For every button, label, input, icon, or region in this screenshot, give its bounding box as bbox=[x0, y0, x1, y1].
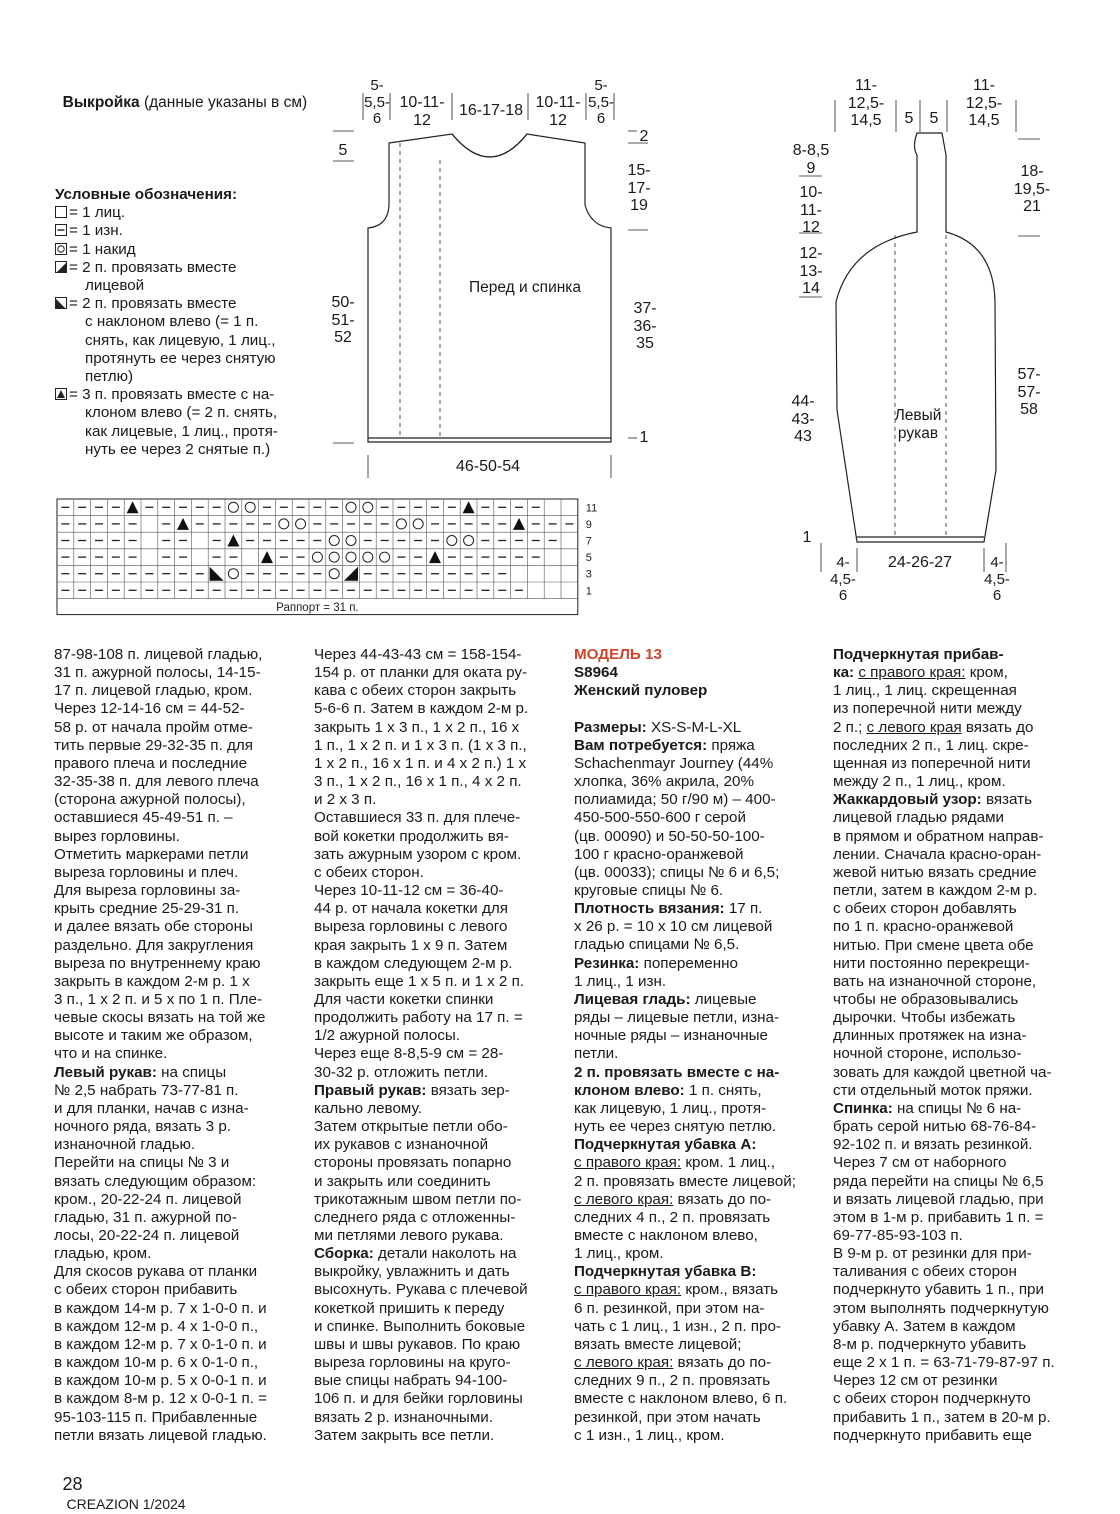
text-line: из поперечной нити между bbox=[833, 700, 1022, 718]
text-line: ряды – лицевые петли, изна- bbox=[574, 1009, 780, 1027]
text-line: выреза горловины и плеч. bbox=[54, 863, 239, 881]
body-shoulder-left: 5- 5,5- 6 bbox=[364, 77, 390, 127]
legend-item-text: протянуть ее через снятую bbox=[85, 349, 276, 367]
text-line: Сборка: детали наколоть на bbox=[314, 1245, 517, 1263]
text-line: ночного ряда, вязать 3 р. bbox=[54, 1118, 231, 1136]
text-line: (цв. 00033); спицы № 6 и 6,5; bbox=[574, 863, 780, 881]
sleeve-cuff: 1 bbox=[802, 529, 812, 546]
text-line: х 26 р. = 10 х 10 см лицевой bbox=[574, 918, 773, 936]
text-line: 106 п. и для бейки горловины bbox=[314, 1390, 523, 1408]
text-line: 154 р. от планки для оката ру- bbox=[314, 664, 528, 682]
text-line: нити постоянно перекрещи- bbox=[833, 954, 1030, 972]
text-column-4 bbox=[833, 646, 1093, 1445]
text-line: убавку А. Затем в каждом bbox=[833, 1317, 1016, 1335]
text-line: в каждом 12-м р. 7 х 0-1-0 п. и bbox=[54, 1335, 267, 1353]
text-line: зать ажурным узором с кром. bbox=[314, 845, 522, 863]
legend-item-text: = 2 п. провязать вместе bbox=[69, 258, 237, 276]
text-line: Через 44-43-43 см = 158-154- bbox=[314, 646, 522, 663]
text-line: вязать 2 р. изнаночными. bbox=[314, 1408, 493, 1426]
text-line: закрыть 1 х 3 п., 1 х 2 п., 16 х bbox=[314, 718, 520, 736]
legend-item-line bbox=[55, 241, 278, 259]
text-line: резинкой, при этом начать bbox=[574, 1408, 761, 1426]
text-line: петли, затем в каждом 2-м р. bbox=[833, 882, 1038, 900]
text-line: раздельно. Для закругления bbox=[54, 936, 254, 954]
text-line: вой кокетки продолжить вя- bbox=[314, 827, 509, 845]
body-neck-center: 16-17-18 bbox=[458, 102, 524, 119]
text-line: Оставшиеся 33 п. для плече- bbox=[314, 809, 521, 827]
sleeve-top-center-right: 5 bbox=[929, 110, 939, 127]
triangle-square-icon bbox=[55, 388, 67, 400]
text-line: гладью, 31 п. ажурной по- bbox=[54, 1208, 237, 1226]
text-line: 2 п. провязать вместе с на- bbox=[574, 1063, 780, 1081]
empty-square-icon bbox=[55, 206, 67, 218]
text-line: выреза по внутреннему краю bbox=[54, 954, 261, 972]
text-line: Через еще 8-8,5-9 см = 28- bbox=[314, 1045, 504, 1063]
text-line: высоте и таким же образом, bbox=[54, 1027, 253, 1045]
sleeve-strip-height: 8-8,5 9 bbox=[792, 142, 830, 177]
text-line: между 2 п., 1 лиц., кром. bbox=[833, 773, 1006, 791]
chart-row-number: 1 bbox=[585, 585, 592, 598]
legend-item-line bbox=[55, 277, 278, 295]
chart-row-number: 5 bbox=[585, 552, 592, 565]
chart-row-number: 9 bbox=[585, 518, 592, 531]
neckline-curve bbox=[452, 134, 527, 157]
sleeve-top-center-left: 5 bbox=[904, 110, 914, 127]
text-line: правого плеча и последние bbox=[54, 754, 248, 772]
text-line: как лицевую, 1 лиц., протя- bbox=[574, 1099, 767, 1117]
sleeve-cap-2: 12- 13- 14 bbox=[799, 245, 823, 297]
text-line: 1 лиц., 1 лиц. скрещенная bbox=[833, 682, 1017, 700]
text-line: Женский пуловер bbox=[574, 682, 708, 700]
text-line: и вязать лицевой гладью, при bbox=[833, 1190, 1044, 1208]
legend-item-text: снять, как лицевую, 1 лиц., bbox=[85, 331, 276, 349]
text-line: вырез горловины. bbox=[54, 827, 180, 845]
legend bbox=[55, 186, 278, 459]
circle-square-icon bbox=[55, 243, 67, 255]
pattern-title bbox=[54, 76, 307, 112]
text-line: Через 7 см от наборного bbox=[833, 1154, 1007, 1172]
text-line: 31 п. ажурной полосы, 14-15- bbox=[54, 664, 261, 682]
text-line: последних 2 п., 1 лиц. скре- bbox=[833, 736, 1029, 754]
text-line bbox=[574, 700, 824, 718]
legend-item-text: петлю) bbox=[85, 368, 134, 386]
body-side-length: 37- 36- 35 bbox=[633, 300, 657, 352]
text-line: лосы, 20-22-24 п. лицевой bbox=[54, 1227, 240, 1244]
legend-item-text: нуть ее через 2 снятые п.) bbox=[85, 440, 271, 458]
text-column-2 bbox=[314, 646, 564, 1445]
text-line: тить первые 29-32-35 п. для bbox=[54, 736, 253, 754]
text-line: Затем закрыть все петли. bbox=[314, 1426, 495, 1444]
text-line: петли вязать лицевой гладью. bbox=[54, 1426, 267, 1444]
text-line: трикотажным швом петли по- bbox=[314, 1190, 522, 1208]
text-line: в каждом 10-м р. 5 х 0-0-1 п. и bbox=[54, 1372, 267, 1390]
text-line: Спинка: на спицы № 6 на- bbox=[833, 1099, 1022, 1117]
text-line: нуть ее через снятую петлю. bbox=[574, 1118, 777, 1136]
text-line: Вам потребуется: пряжа bbox=[574, 736, 755, 754]
text-line: 450-500-550-600 г серой bbox=[574, 809, 746, 827]
legend-title: Условные обозначения: bbox=[55, 186, 238, 203]
body-neck-side-right: 10-11- 12 bbox=[535, 94, 581, 129]
page-number: 28 bbox=[62, 1474, 83, 1494]
text-line: 1 п., 1 х 2 п. и 1 х 3 п. (1 х 3 п., bbox=[314, 736, 527, 754]
text-line: высохнуть. Рукава с плечевой bbox=[314, 1281, 528, 1299]
knitting-chart bbox=[55, 497, 598, 615]
body-yoke-height: 5 bbox=[338, 142, 348, 159]
text-line: № 2,5 набрать 73-77-81 п. bbox=[54, 1081, 239, 1099]
text-line: Жаккардовый узор: вязать bbox=[833, 791, 1033, 809]
text-line: жевой нитью вязать средние bbox=[833, 863, 1037, 881]
text-line: этом выполнять подчеркнутую bbox=[833, 1299, 1049, 1317]
legend-item-line bbox=[55, 350, 278, 368]
text-line: 8-м р. подчеркнуто убавить bbox=[833, 1335, 1027, 1353]
text-line: оставшиеся 45-49-51 п. – bbox=[54, 809, 233, 827]
text-line: что и на спинке. bbox=[54, 1045, 168, 1063]
legend-item-text: = 1 лиц. bbox=[69, 204, 126, 222]
text-line: изнаночной гладью. bbox=[54, 1136, 196, 1154]
text-line: Резинка: попеременно bbox=[574, 954, 738, 972]
text-line: Размеры: XS-S-M-L-XL bbox=[574, 718, 742, 736]
text-line: 2 п. провязать вместе лицевой; bbox=[574, 1172, 796, 1190]
footer bbox=[54, 1457, 186, 1514]
sleeve-label: Левый рукав bbox=[894, 407, 942, 442]
text-line: чевые скосы вязать на той же bbox=[54, 1009, 266, 1027]
text-line: вместе с наклоном влево, 6 п. bbox=[574, 1390, 788, 1408]
text-line: в каждом 8-м р. 12 х 0-0-1 п. = bbox=[54, 1390, 268, 1408]
text-line: (сторона ажурной полосы), bbox=[54, 791, 246, 809]
body-armhole: 15- 17- 19 bbox=[627, 162, 651, 214]
text-line: закрыть еще 1 х 5 п. и 1 х 2 п. bbox=[314, 972, 525, 990]
dash-square-icon bbox=[55, 224, 67, 236]
text-line: Через 10-11-12 см = 36-40- bbox=[314, 882, 504, 900]
text-line: кокеткой пришить к переду bbox=[314, 1299, 505, 1317]
legend-item-text: клоном влево (= 2 п. снять, bbox=[85, 404, 278, 422]
text-line: 1 лиц., 1 изн. bbox=[574, 972, 667, 990]
text-line: сти отдельный моток пряжи. bbox=[833, 1081, 1033, 1099]
text-line: щенная из поперечной нити bbox=[833, 754, 1031, 772]
text-line: Для части кокетки спинки bbox=[314, 990, 494, 1008]
legend-item-text: = 1 накид bbox=[69, 240, 136, 258]
text-line: крыть средние 25-29-31 п. bbox=[54, 900, 240, 918]
sleeve-cap-1: 10- 11- 12 bbox=[799, 184, 823, 236]
legend-item-line bbox=[55, 386, 278, 404]
text-line: с правого края: кром. 1 лиц., bbox=[574, 1154, 775, 1172]
text-line: гладью спицами № 6,5. bbox=[574, 936, 740, 954]
text-line: прибавить 1 п., затем в 20-м р. bbox=[833, 1408, 1051, 1426]
text-line: ка: с правого края: кром, bbox=[833, 664, 1008, 682]
body-neck-side-left: 10-11- 12 bbox=[399, 94, 445, 129]
text-line: нитью. При смене цвета обе bbox=[833, 936, 1034, 954]
text-line: 1/2 ажурной полосы. bbox=[314, 1027, 461, 1045]
sleeve-outline bbox=[836, 133, 996, 542]
chart-row-number: 3 bbox=[585, 568, 592, 581]
text-line: 92-102 п. и вязать резинкой. bbox=[833, 1136, 1033, 1154]
legend-item-text: как лицевые, 1 лиц., протя- bbox=[85, 422, 278, 440]
text-line: вые спицы набрать 94-100- bbox=[314, 1372, 508, 1390]
text-line: 1 лиц., кром. bbox=[574, 1245, 664, 1263]
text-line: в каждом следующем 2-м р. bbox=[314, 954, 513, 972]
text-line: с обеих сторон прибавить bbox=[54, 1281, 238, 1299]
legend-item-line bbox=[55, 404, 278, 422]
legend-item-text: = 2 п. провязать вместе bbox=[69, 295, 237, 313]
text-line: их рукавов с изнаночной bbox=[314, 1136, 489, 1154]
text-line: полиамида; 50 г/90 м) – 400- bbox=[574, 791, 776, 809]
right-decrease-icon bbox=[55, 261, 67, 273]
text-line: и для планки, начав с изна- bbox=[54, 1099, 249, 1117]
text-line: S8964 bbox=[574, 664, 618, 682]
sleeve-total-length: 57- 57- 58 bbox=[1017, 366, 1041, 418]
pattern-title-note: (данные указаны в см) bbox=[139, 94, 308, 111]
text-line: в прямом и обратном направ- bbox=[833, 827, 1044, 845]
text-line: Подчеркнутая убавка В: bbox=[574, 1263, 757, 1281]
legend-items bbox=[55, 204, 278, 459]
body-hem: 1 bbox=[639, 429, 649, 446]
text-line: кально левому. bbox=[314, 1099, 422, 1117]
text-line: МОДЕЛЬ 13 bbox=[574, 646, 662, 663]
sleeve-cuff-left: 4- 4,5- 6 bbox=[830, 554, 856, 604]
repeat-label: Раппорт = 31 п. bbox=[276, 602, 359, 615]
text-line: 32-35-38 п. для левого плеча bbox=[54, 773, 259, 791]
text-line: ночной стороне, использо- bbox=[833, 1045, 1022, 1063]
text-line: брать серой нитью 68-76-84- bbox=[833, 1118, 1037, 1136]
text-line: выреза горловины на круго- bbox=[314, 1354, 511, 1372]
legend-item-text: с наклоном влево (= 1 п. bbox=[85, 313, 259, 331]
text-line: (цв. 00090) и 50-50-50-100- bbox=[574, 827, 765, 845]
legend-item-line bbox=[55, 204, 278, 222]
text-line: края закрыть 1 х 9 п. Затем bbox=[314, 936, 508, 954]
text-line: 2 п.; с левого края вязать до bbox=[833, 718, 1034, 736]
body-neck-depth: 2 bbox=[639, 128, 649, 145]
sleeve-top-right: 11- 12,5- 14,5 bbox=[965, 77, 1003, 129]
magazine-issue: CREAZION 1/2024 bbox=[66, 1496, 186, 1512]
text-line: Левый рукав: на спицы bbox=[54, 1063, 227, 1081]
text-line: круговые спицы № 6. bbox=[574, 882, 724, 900]
text-line: чтобы не образовывались bbox=[833, 990, 1019, 1008]
text-line: этом в 1-м р. прибавить 1 п. = bbox=[833, 1208, 1044, 1226]
text-line: закрыть в каждом 2-м р. 1 х bbox=[54, 972, 250, 990]
text-line: Перейти на спицы № 3 и bbox=[54, 1154, 230, 1172]
text-line: Отметить маркерами петли bbox=[54, 845, 249, 863]
legend-item-line bbox=[55, 368, 278, 386]
sleeve-length: 44- 43- 43 bbox=[791, 393, 815, 445]
text-line: лицевой гладью рядами bbox=[833, 809, 1004, 827]
text-line: 44 р. от начала кокетки для bbox=[314, 900, 508, 918]
text-line: Для скосов рукава от планки bbox=[54, 1263, 258, 1281]
text-line: с 1 изн., 1 лиц., кром. bbox=[574, 1426, 725, 1444]
left-decrease-icon bbox=[55, 297, 67, 309]
text-line: подчеркнуто прибавить еще bbox=[833, 1426, 1032, 1444]
legend-item-line bbox=[55, 259, 278, 277]
sleeve-cuff-right: 4- 4,5- 6 bbox=[984, 554, 1010, 604]
legend-item-line bbox=[55, 441, 278, 459]
chart-row-number: 7 bbox=[585, 535, 592, 548]
text-line: подчеркнуто убавить 1 п., при bbox=[833, 1281, 1044, 1299]
text-line: с обеих сторон подчеркнуто bbox=[833, 1390, 1031, 1408]
text-line: чать с 1 лиц., 1 изн., 2 п. про- bbox=[574, 1317, 781, 1335]
sleeve-cap-height: 18- 19,5- 21 bbox=[1013, 163, 1051, 215]
text-line: следних 4 п., 2 п. провязать bbox=[574, 1208, 771, 1226]
legend-item-line bbox=[55, 295, 278, 313]
text-line: клоном влево: 1 п. снять, bbox=[574, 1081, 762, 1099]
text-line: следних 9 п., 2 п. провязать bbox=[574, 1372, 771, 1390]
pattern-title-bold: Выкройка bbox=[62, 94, 140, 111]
text-line: вязать вместе лицевой; bbox=[574, 1335, 742, 1353]
text-line: петли. bbox=[574, 1045, 619, 1063]
text-line: 87-98-108 п. лицевой гладью, bbox=[54, 646, 263, 663]
text-line: в каждом 10-м р. 6 х 0-1-0 п., bbox=[54, 1354, 259, 1372]
text-line: Через 12-14-16 см = 44-52- bbox=[54, 700, 245, 718]
body-width: 46-50-54 bbox=[455, 458, 521, 475]
legend-item-line bbox=[55, 423, 278, 441]
body-shoulder-right: 5- 5,5- 6 bbox=[588, 77, 614, 127]
sleeve-cuff-width: 24-26-27 bbox=[887, 554, 953, 571]
text-line: Правый рукав: вязать зер- bbox=[314, 1081, 510, 1099]
text-line: вязать следующим образом: bbox=[54, 1172, 257, 1190]
text-line: выреза горловины с левого bbox=[314, 918, 508, 936]
text-line: 69-77-85-93-103 п. bbox=[833, 1227, 963, 1244]
legend-item-text: = 1 изн. bbox=[69, 222, 123, 240]
text-line: и спинке. Выполнить боковые bbox=[314, 1317, 526, 1335]
text-line: 1 х 2 п., 16 х 1 п. и 4 х 2 п.) 1 х bbox=[314, 754, 527, 772]
text-column-1 bbox=[54, 646, 304, 1445]
text-line: Для выреза горловины за- bbox=[54, 882, 241, 900]
text-line: по 1 п. красно-оранжевой bbox=[833, 918, 1014, 936]
text-line: и 2 х 3 п. bbox=[314, 791, 377, 809]
text-line: 3 п., 1 х 2 п., 16 х 1 п., 4 х 2 п. bbox=[314, 773, 522, 791]
text-line: 5-6-6 п. Затем в каждом 2-м р. bbox=[314, 700, 529, 718]
text-line: гладью, кром. bbox=[54, 1245, 152, 1263]
text-line: еще 2 х 1 п. = 63-71-79-87-97 п. bbox=[833, 1354, 1055, 1372]
legend-item-text: = 3 п. провязать вместе с на- bbox=[69, 386, 275, 404]
text-line: с правого края: кром., вязать bbox=[574, 1281, 779, 1299]
text-line: ряда перейти на спицы № 6,5 bbox=[833, 1172, 1044, 1190]
text-line: с левого края: вязать до по- bbox=[574, 1354, 772, 1372]
body-label: Перед и спинка bbox=[468, 279, 582, 296]
text-line: 3 п., 1 х 2 п. и 5 х по 1 п. Пле- bbox=[54, 990, 263, 1008]
text-line: Лицевая гладь: лицевые bbox=[574, 990, 757, 1008]
text-line: в каждом 12-м р. 4 х 1-0-0 п., bbox=[54, 1317, 259, 1335]
text-line: и далее вязать обе стороны bbox=[54, 918, 253, 936]
text-line: следнего ряда с отложенны- bbox=[314, 1208, 516, 1226]
text-line: кром., 20-22-24 п. лицевой bbox=[54, 1190, 242, 1208]
text-line: ночные ряды – изнаночные bbox=[574, 1027, 768, 1045]
body-total-length: 50- 51- 52 bbox=[331, 294, 355, 346]
text-line: вать на изнаночной стороне, bbox=[833, 972, 1037, 990]
text-column-3 bbox=[574, 646, 824, 1445]
legend-item-line bbox=[55, 313, 278, 331]
text-line: 30-32 р. отложить петли. bbox=[314, 1063, 489, 1081]
text-line: 17 п. лицевой гладью, кром. bbox=[54, 682, 253, 700]
legend-item-text: лицевой bbox=[85, 277, 145, 295]
text-line: кава с обеих сторон закрыть bbox=[314, 682, 517, 700]
text-line: хлопка, 36% акрила, 20% bbox=[574, 773, 754, 791]
text-line: 58 р. от начала пройм отме- bbox=[54, 718, 253, 736]
text-line: Через 12 см от резинки bbox=[833, 1372, 998, 1390]
legend-item-line bbox=[55, 222, 278, 240]
text-line: Плотность вязания: 17 п. bbox=[574, 900, 763, 918]
text-line: с обеих сторон добавлять bbox=[833, 900, 1017, 918]
text-line: длинных протяжек на изна- bbox=[833, 1027, 1027, 1045]
text-line: 6 п. резинкой, при этом на- bbox=[574, 1299, 765, 1317]
text-line: вместе с наклоном влево, bbox=[574, 1226, 758, 1244]
text-line: Затем открытые петли обо- bbox=[314, 1118, 508, 1136]
text-line: с левого края: вязать до по- bbox=[574, 1190, 772, 1208]
text-line: в каждом 14-м р. 7 х 1-0-0 п. и bbox=[54, 1299, 267, 1317]
sleeve-top-left: 11- 12,5- 14,5 bbox=[847, 77, 885, 129]
text-line: Подчеркнутая прибав- bbox=[833, 646, 1004, 663]
text-line: швы и швы рукавов. По краю bbox=[314, 1335, 521, 1353]
text-line: ми петлями левого рукава. bbox=[314, 1227, 504, 1244]
text-line: таливания с обеих сторон bbox=[833, 1263, 1017, 1281]
text-line: Schachenmayr Journey (44% bbox=[574, 754, 774, 772]
text-line: Подчеркнутая убавка А: bbox=[574, 1136, 757, 1154]
text-line: выкройку, увлажнить и дать bbox=[314, 1263, 510, 1281]
text-line: В 9-м р. от резинки для при- bbox=[833, 1245, 1032, 1263]
text-line: и закрыть или соединить bbox=[314, 1172, 491, 1190]
chart-row-number: 11 bbox=[585, 502, 598, 515]
text-line: стороны провязать попарно bbox=[314, 1154, 512, 1172]
text-line: дырочки. Чтобы избежать bbox=[833, 1009, 1016, 1027]
text-line: 100 г красно-оранжевой bbox=[574, 845, 744, 863]
text-line: зовать для каждой цветной ча- bbox=[833, 1063, 1052, 1081]
text-line: продолжить работу на 17 п. = bbox=[314, 1009, 523, 1027]
text-line: 95-103-115 п. Прибавленные bbox=[54, 1408, 258, 1426]
text-line: лении. Сначала красно-оран- bbox=[833, 845, 1042, 863]
legend-item-line bbox=[55, 332, 278, 350]
text-line: с обеих сторон. bbox=[314, 863, 424, 881]
